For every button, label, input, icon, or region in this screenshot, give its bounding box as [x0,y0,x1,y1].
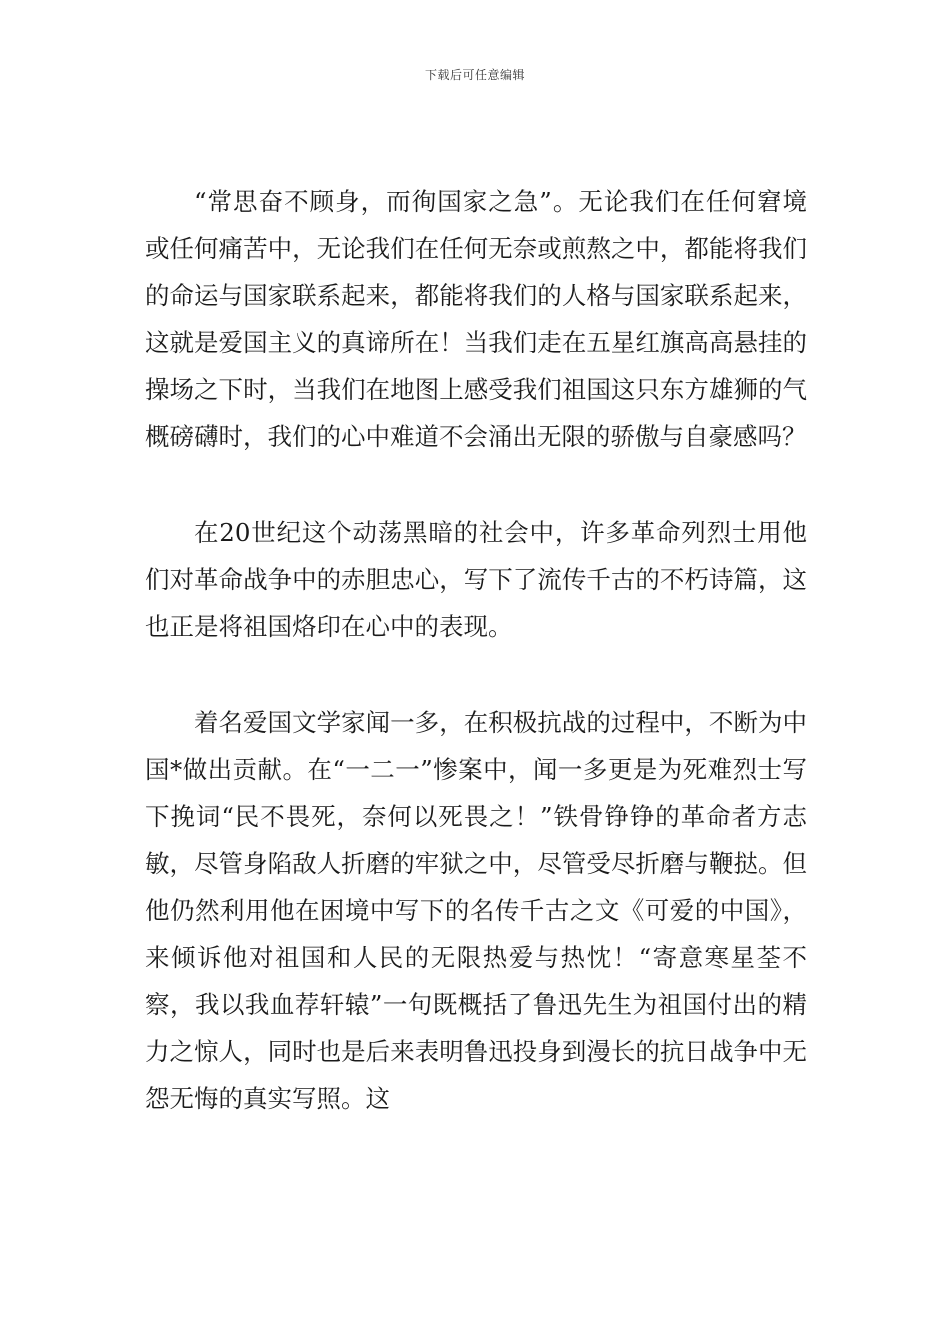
paragraph-spacer [145,460,807,509]
paragraph-2: 在20世纪这个动荡黑暗的社会中，许多革命列烈士用他们对革命战争中的赤胆忠心，写下了流传千古的不朽诗篇，这也正是将祖国烙印在心中的表现。 [145,518,807,641]
document-body [145,178,807,1122]
page-header: 下载后可任意编辑 [424,68,525,82]
paragraph-1: “常思奋不顾身，而徇国家之急”。无论我们在任何窘境或任何痛苦中，无论我们在任何无奈或煎熬之中，都能将我们的命运与国家联系起来，都能将我们的人格与国家联系起来，这就是爱国主义的真谛所在！当我们走在五星红旗高高悬挂的操场之下时，当我们在地图上感受我们祖国这只东方雄狮的气概磅礴时，我们的心中难道不会涌出无限的骄傲与自豪感吗？ [145,187,807,451]
paragraph-spacer [145,650,807,699]
paragraph-3: 着名爱国文学家闻一多，在积极抗战的过程中，不断为中国*做出贡献。在“一二一”惨案中，闻一多更是为死难烈士写下挽词“民不畏死，奈何以死畏之！”铁骨铮铮的革命者方志敏，尽管身陷敌人折磨的牢狱之中，尽管受尽折磨与鞭挞。但他仍然利用他在困境中写下的名传千古之文《可爱的中国》，来倾诉他对祖国和人民的无限热爱与热忱！“寄意寒星荃不察，我以我血荐轩辕”一句既概括了鲁迅先生为祖国付出的精力之惊人，同时也是后来表明鲁迅投身到漫长的抗日战争中无怨无悔的真实写照。这 [145,708,807,1113]
